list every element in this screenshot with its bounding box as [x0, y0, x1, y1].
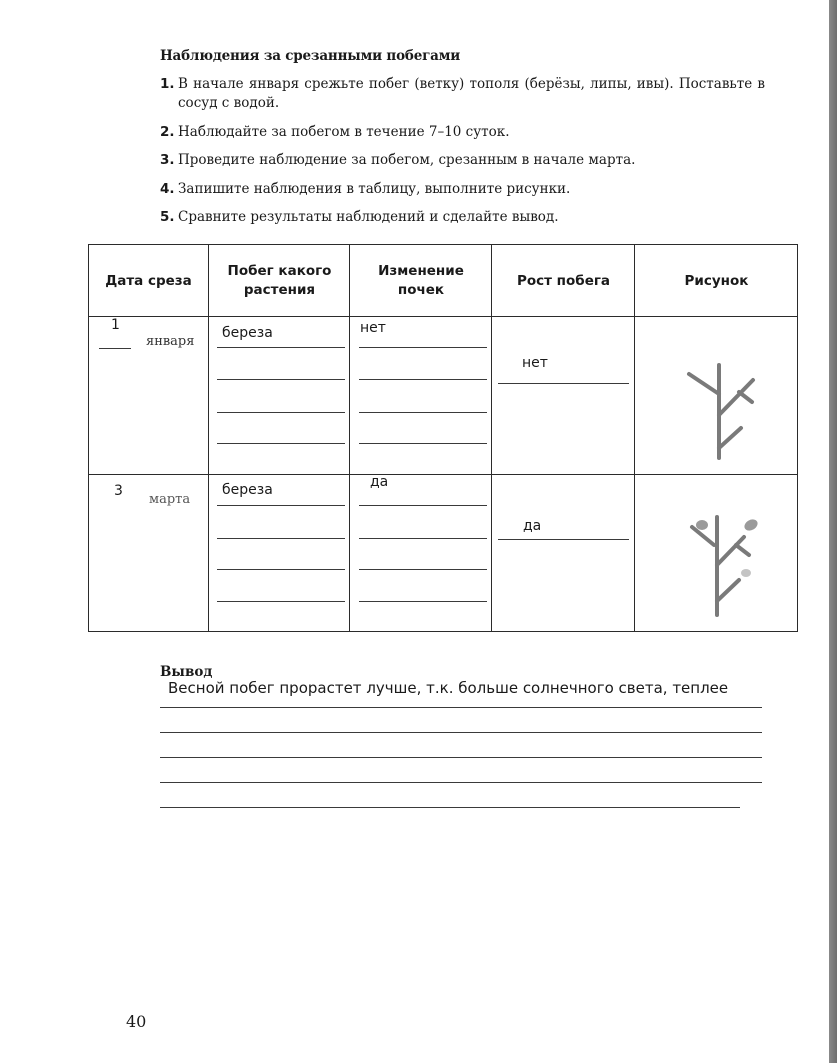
- plant-write-line: [217, 569, 345, 570]
- branch-without-buds-drawing-icon: [679, 360, 759, 465]
- buds-write-line: [359, 347, 487, 348]
- observation-table: [88, 244, 798, 632]
- plant-write-line: [217, 505, 345, 506]
- cut-day-value[interactable]: 3: [114, 483, 123, 499]
- conclusion-title: Вывод: [160, 664, 213, 680]
- row-divider: [89, 474, 797, 475]
- conclusion-write-line: [160, 807, 740, 808]
- page-edge-shadow: [829, 0, 837, 1063]
- header-buds: Изменение почек: [378, 263, 464, 298]
- conclusion-write-line: [160, 782, 762, 783]
- plant-write-line: [217, 538, 345, 539]
- buds-write-line: [359, 601, 487, 602]
- header-drawing: Рисунок: [684, 272, 749, 289]
- buds-write-line: [359, 569, 487, 570]
- buds-write-line: [359, 505, 487, 506]
- conclusion-write-line: [160, 757, 762, 758]
- plant-value[interactable]: береза: [222, 325, 273, 341]
- step-text: Сравните результаты наблюдений и сделайте вывод.: [178, 209, 559, 225]
- cut-day-value[interactable]: 1: [111, 317, 120, 333]
- header-date: Дата среза: [105, 272, 192, 289]
- growth-value[interactable]: нет: [522, 355, 548, 371]
- step-text: Проведите наблюдение за побегом, срезанным в начале марта.: [178, 152, 636, 168]
- step-number: 2.: [160, 123, 175, 140]
- step-text: В начале января срежьте побег (ветку) тополя (берёзы, липы, ивы). Поставьте в сосуд с водой.: [178, 76, 765, 111]
- growth-value[interactable]: да: [523, 518, 542, 534]
- header-growth: Рост побега: [516, 272, 611, 289]
- buds-value[interactable]: да: [370, 474, 389, 490]
- growth-write-line: [498, 383, 629, 384]
- buds-write-line: [359, 538, 487, 539]
- plant-write-line: [217, 347, 345, 348]
- step-number: 3.: [160, 152, 175, 168]
- step-number: 5.: [160, 209, 175, 225]
- conclusion-write-line: [160, 707, 762, 708]
- growth-write-line: [498, 539, 629, 540]
- instruction-step: [160, 123, 765, 142]
- branch-with-buds-drawing-icon: [684, 515, 769, 625]
- step-text: Наблюдайте за побегом в течение 7–10 суток.: [178, 123, 510, 140]
- step-number: 4.: [160, 180, 175, 197]
- buds-write-line: [359, 379, 487, 380]
- instruction-step: [160, 208, 765, 227]
- conclusion-text[interactable]: Весной побег прорастет лучше, т.к. больше солнечного света, теплее: [168, 679, 729, 697]
- step-text: Запишите наблюдения в таблицу, выполните рисунки.: [178, 180, 571, 197]
- plant-write-line: [217, 379, 345, 380]
- step-number: 1.: [160, 76, 175, 92]
- section-heading: Наблюдения за срезанными побегами: [160, 48, 461, 64]
- plant-write-line: [217, 412, 345, 413]
- plant-value[interactable]: береза: [222, 482, 273, 498]
- instruction-step: [160, 75, 765, 113]
- buds-write-line: [359, 412, 487, 413]
- header-plant: Побег какого растения: [227, 263, 332, 298]
- instruction-list: [160, 75, 765, 237]
- buds-write-line: [359, 443, 487, 444]
- instruction-step: [160, 151, 765, 170]
- page-number: 40: [126, 1012, 147, 1031]
- conclusion-write-line: [160, 732, 762, 733]
- cut-month-label: марта: [149, 492, 191, 507]
- cut-month-label: января: [146, 334, 195, 349]
- day-write-line: [99, 348, 131, 349]
- plant-write-line: [217, 443, 345, 444]
- buds-value[interactable]: нет: [360, 320, 386, 336]
- instruction-step: [160, 180, 765, 199]
- plant-write-line: [217, 601, 345, 602]
